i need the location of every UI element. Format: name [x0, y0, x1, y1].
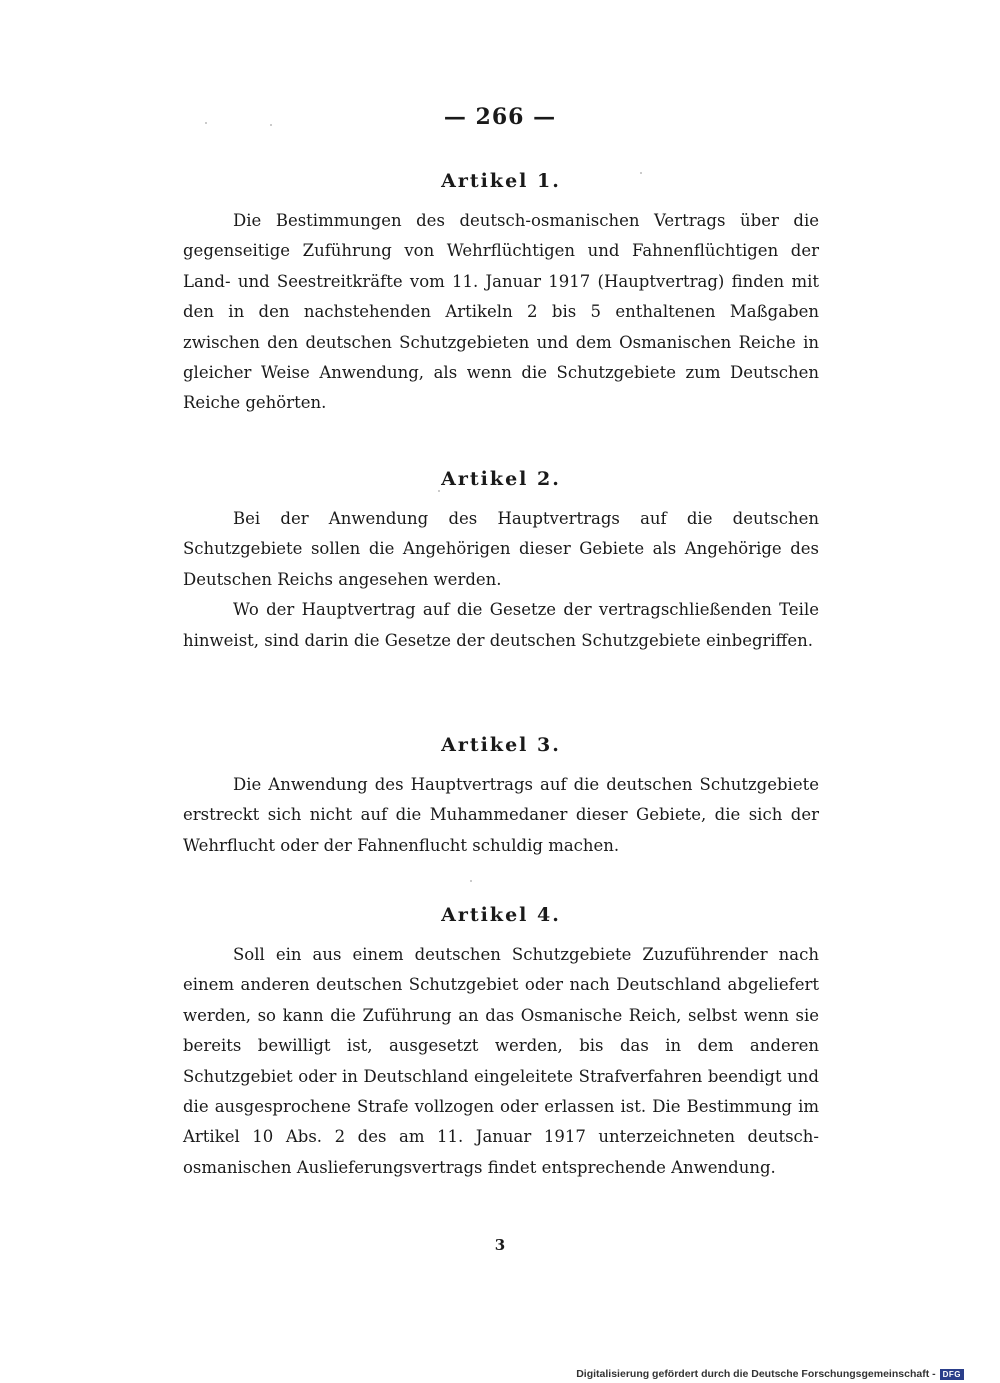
article-paragraph: Die Anwendung des Hauptvertrags auf die deutschen Schutzgebiete erstreckt sich nicht auf die Muhammedaner dieser Gebiete, die sich der Wehrflucht oder der Fahnenflucht schuldig machen. [183, 775, 819, 855]
article-4 [183, 904, 819, 1183]
dfg-logo-icon: DFG [940, 1369, 964, 1380]
article-paragraph: Wo der Hauptvertrag auf die Gesetze der vertragschließenden Teile hinweist, sind darin die Gesetze der deutschen Schutzgebiete einbegriffen. [183, 600, 819, 650]
article-heading: Artikel 2. [441, 468, 561, 490]
scan-speck [205, 122, 207, 124]
digitization-credit [576, 1368, 964, 1380]
scan-speck [270, 124, 272, 126]
scan-speck [470, 880, 472, 882]
signature-mark: 3 [494, 1236, 506, 1254]
article-heading: Artikel 1. [441, 170, 561, 192]
article-3 [183, 734, 819, 861]
article-heading: Artikel 3. [441, 734, 561, 756]
scan-speck [438, 490, 440, 492]
article-paragraph: Bei der Anwendung des Hauptvertrags auf die deutschen Schutzgebiete sollen die Angehörigen dieser Gebiete als Angehörige des Deutschen Reichs angesehen werden. [183, 509, 819, 589]
article-2 [183, 468, 819, 656]
scan-speck [640, 172, 642, 174]
page-number: — 266 — [443, 104, 557, 130]
article-paragraph: Die Bestimmungen des deutsch-osmanischen Vertrags über die gegenseitige Zuführung von Wehrflüchtigen und Fahnenflüchtigen der Land- und Seestreitkräfte vom 11. Januar 1917 (Hauptvertrag) finden mit den in den nachstehenden Artikeln 2 bis 5 enthaltenen Maßgaben zwischen den deutschen Schutzgebieten und dem Osmanischen Reiche in gleicher Weise Anwendung, als wenn die Schutzgebiete zum Deutschen Reiche gehörten. [183, 211, 819, 413]
credit-text: Digitalisierung gefördert durch die Deutsche Forschungsgemeinschaft - [576, 1368, 936, 1380]
article-paragraph: Soll ein aus einem deutschen Schutzgebiete Zuzuführender nach einem anderen deutschen Schutzgebiet oder nach Deutschland abgeliefert werden, so kann die Zuführung an das Osmanische Reich, selbst wenn sie bereits bewilligt ist, ausgesetzt werden, bis das in dem anderen Schutzgebiet oder in Deutschland eingeleitete Strafverfahren beendigt und die ausgesprochene Strafe vollzogen oder erlassen ist. Die Bestimmung im Artikel 10 Abs. 2 des am 11. Januar 1917 unterzeichneten deutsch-osmanischen Auslieferungsvertrags findet entsprechende Anwendung. [183, 945, 819, 1177]
article-1 [183, 170, 819, 419]
article-heading: Artikel 4. [441, 904, 561, 926]
